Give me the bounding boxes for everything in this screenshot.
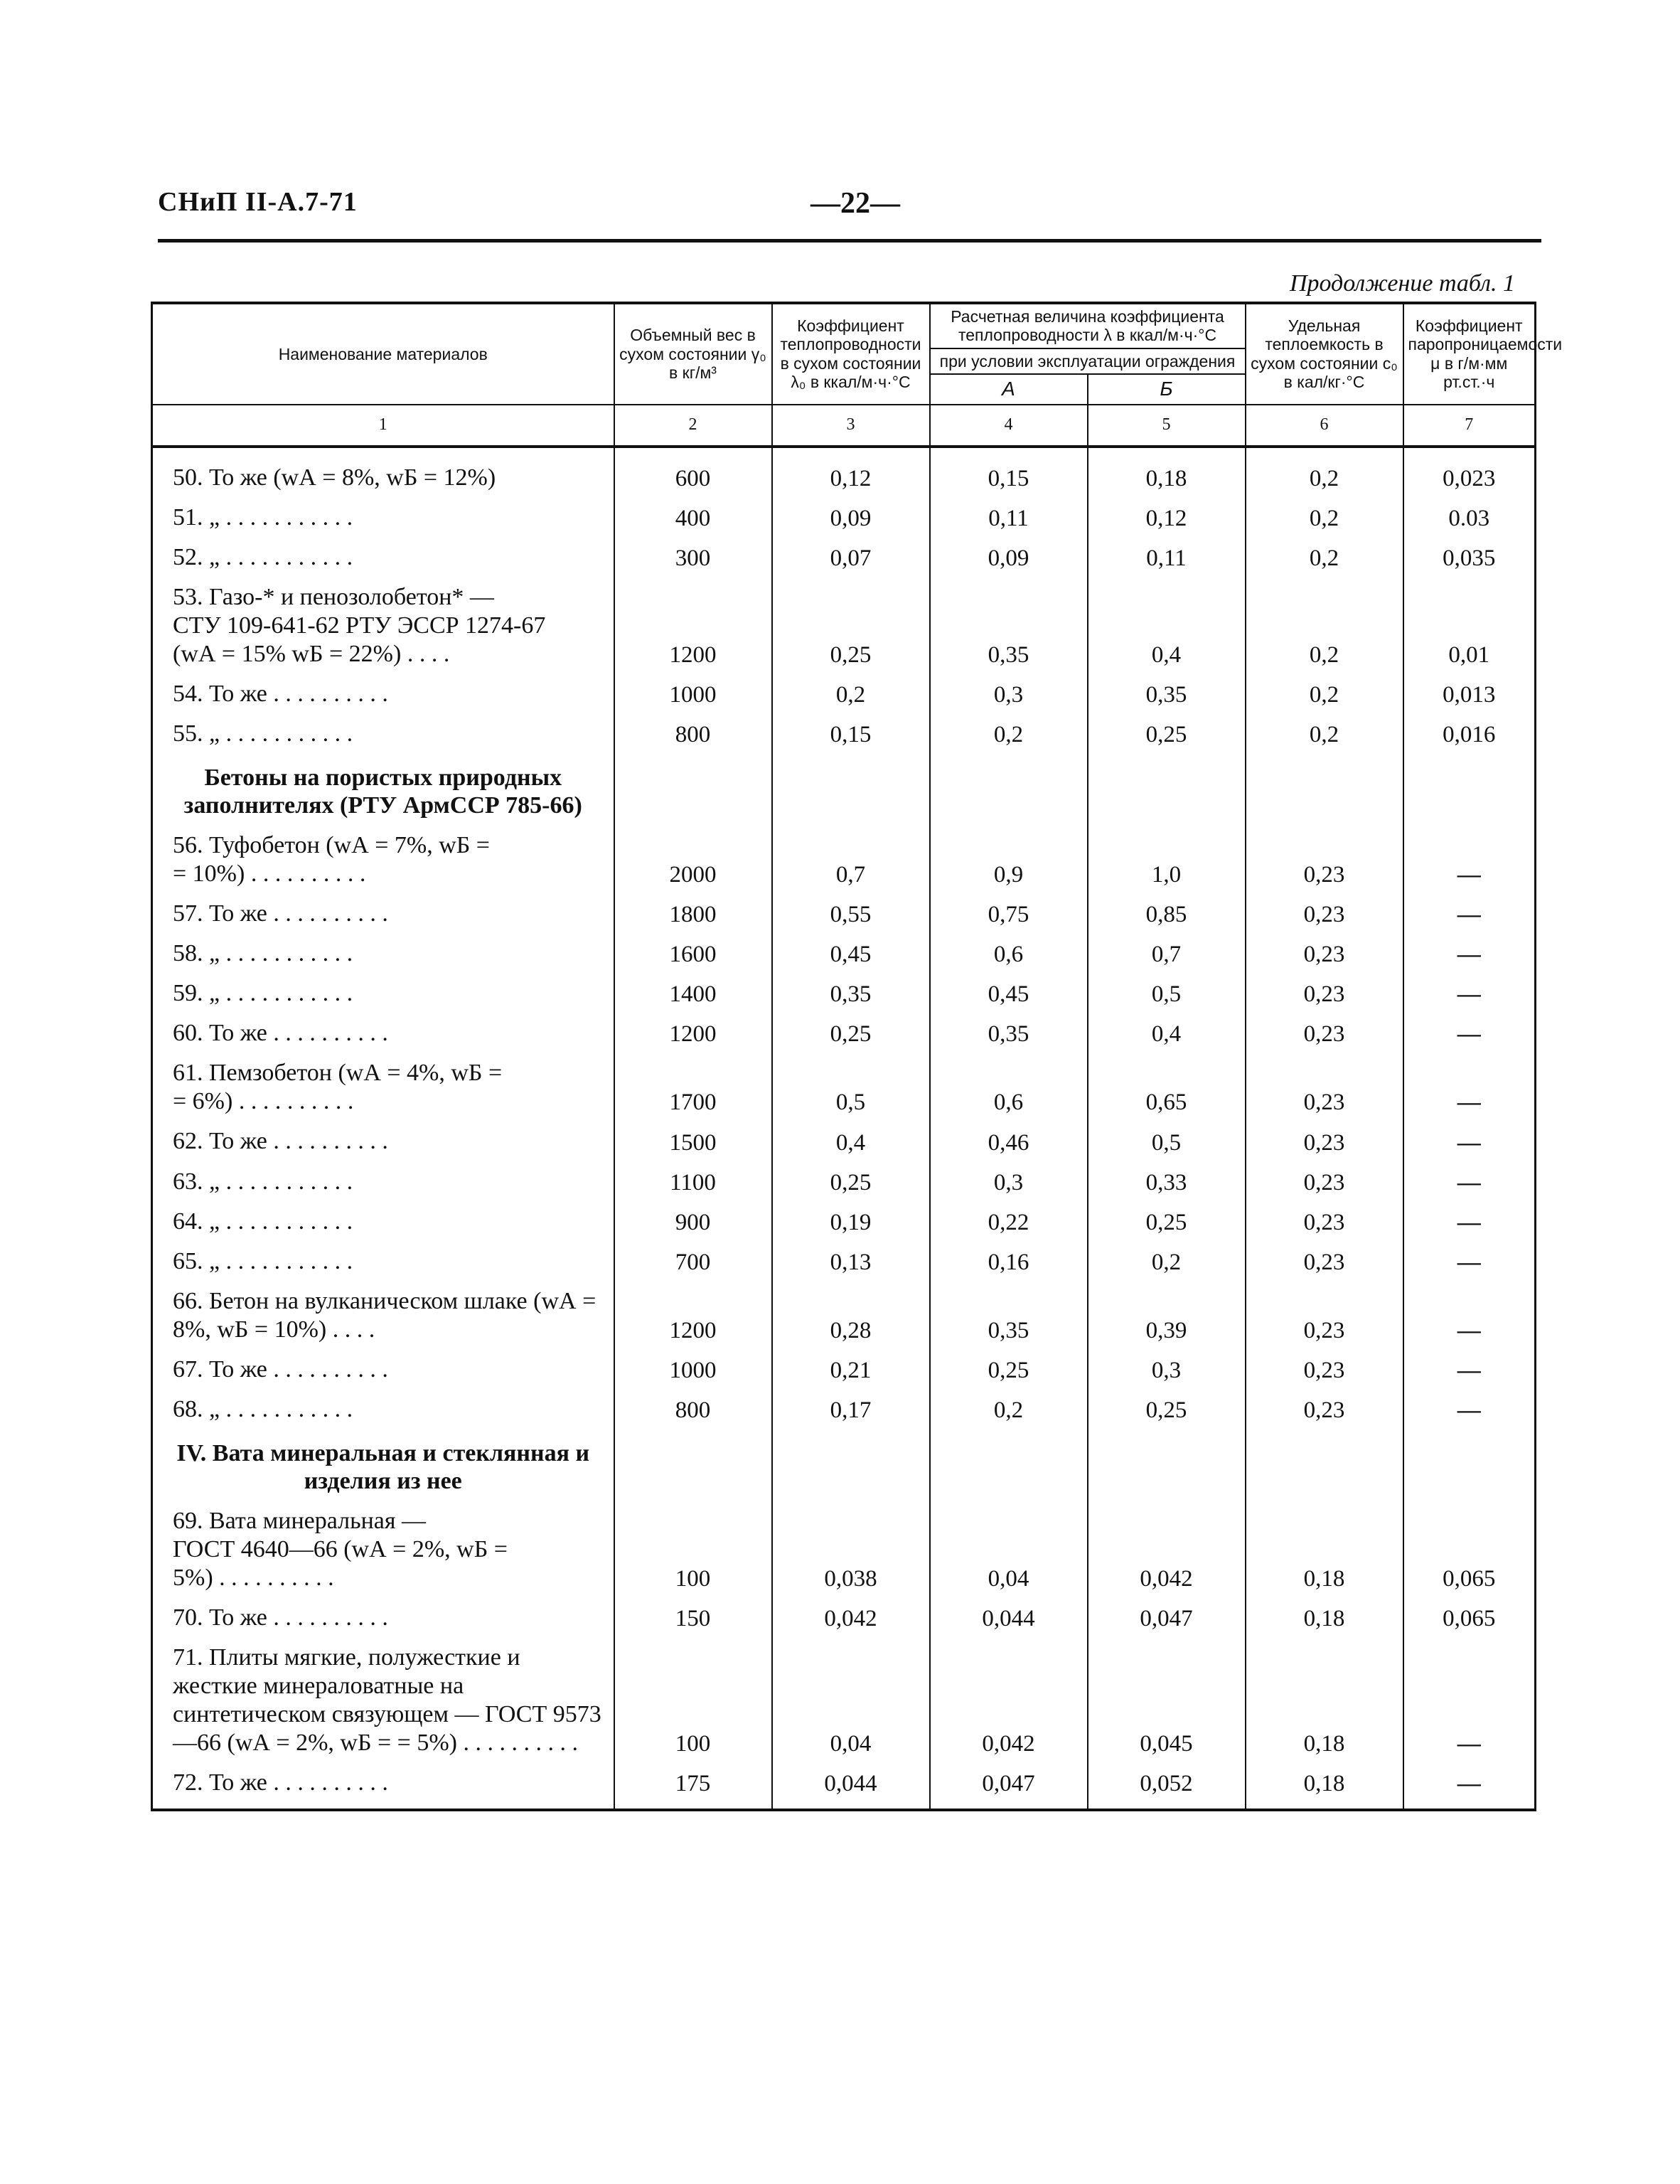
value-cell: 0,2 — [1088, 1240, 1246, 1280]
value-cell — [930, 752, 1088, 824]
value-cell: — — [1403, 1012, 1536, 1052]
material-name: 63. „ . . . . . . . . . . . — [173, 1168, 353, 1195]
column-number: 3 — [772, 405, 930, 447]
value-cell: 0,09 — [930, 536, 1088, 576]
material-name: 68. „ . . . . . . . . . . . — [173, 1396, 353, 1423]
value-cell: 0,2 — [1246, 447, 1403, 496]
value-cell: 0,052 — [1088, 1762, 1246, 1810]
value-cell: 400 — [614, 496, 772, 536]
table-row — [152, 496, 1536, 536]
value-cell: — — [1403, 1388, 1536, 1428]
value-cell: — — [1403, 1200, 1536, 1240]
value-cell: 0,15 — [930, 447, 1088, 496]
value-cell: 0,2 — [1246, 713, 1403, 752]
header-name: Наименование материалов — [152, 303, 614, 405]
value-cell: 0,23 — [1246, 824, 1403, 893]
value-cell: 0,23 — [1246, 1280, 1403, 1348]
value-cell: 0,23 — [1246, 1388, 1403, 1428]
value-cell — [1246, 752, 1403, 824]
table-row — [152, 536, 1536, 576]
value-cell: 0,5 — [1088, 972, 1246, 1012]
table-row — [152, 1597, 1536, 1636]
value-cell: 0,18 — [1246, 1500, 1403, 1597]
value-cell: — — [1403, 1240, 1536, 1280]
value-cell: 0,042 — [1088, 1500, 1246, 1597]
value-cell: 0,2 — [772, 673, 930, 713]
value-cell: 0,042 — [930, 1636, 1088, 1762]
header-rule — [158, 239, 1541, 243]
value-cell: 0,22 — [930, 1200, 1088, 1240]
value-cell: 0,18 — [1088, 447, 1246, 496]
header-vapor-permeability: Коэффициент паропроницаемости μ в г/м·мм рт.ст.·ч — [1403, 303, 1536, 405]
value-cell: 0,3 — [1088, 1348, 1246, 1388]
column-number: 5 — [1088, 405, 1246, 447]
value-cell: 0,2 — [1246, 673, 1403, 713]
material-name: 69. Вата минеральная — ГОСТ 4640—66 (wА = 2%, wБ = 5%) . . . . . . . . . . — [173, 1507, 508, 1591]
value-cell: — — [1403, 1120, 1536, 1160]
value-cell: 0,065 — [1403, 1500, 1536, 1597]
value-cell — [772, 752, 930, 824]
table-row — [152, 447, 1536, 496]
value-cell: 1200 — [614, 1012, 772, 1052]
value-cell: 0,35 — [930, 1280, 1088, 1348]
value-cell: 0,35 — [772, 972, 930, 1012]
table-row — [152, 1348, 1536, 1388]
value-cell — [1088, 1428, 1246, 1499]
column-number: 7 — [1403, 405, 1536, 447]
value-cell: 0,19 — [772, 1200, 930, 1240]
value-cell: 0,35 — [930, 576, 1088, 673]
value-cell: 0,23 — [1246, 1348, 1403, 1388]
value-cell: — — [1403, 1161, 1536, 1200]
value-cell: 0,85 — [1088, 893, 1246, 932]
value-cell: 800 — [614, 713, 772, 752]
value-cell: 1000 — [614, 673, 772, 713]
value-cell: 0,33 — [1088, 1161, 1246, 1200]
value-cell: 0,15 — [772, 713, 930, 752]
value-cell: 0,25 — [772, 1161, 930, 1200]
value-cell: 1700 — [614, 1052, 772, 1120]
value-cell: 0,12 — [1088, 496, 1246, 536]
value-cell: 1200 — [614, 1280, 772, 1348]
value-cell: 0,23 — [1246, 972, 1403, 1012]
material-name: 67. То же . . . . . . . . . . — [173, 1356, 388, 1383]
table-row — [152, 893, 1536, 932]
table-row — [152, 1240, 1536, 1280]
value-cell: 0,5 — [772, 1052, 930, 1120]
value-cell: 0,023 — [1403, 447, 1536, 496]
value-cell: 0,013 — [1403, 673, 1536, 713]
header-conductivity-dry: Коэффициент теплопроводности в сухом состоянии λ₀ в ккал/м·ч·°С — [772, 303, 930, 405]
value-cell: 0,042 — [772, 1597, 930, 1636]
value-cell: 0,23 — [1246, 1200, 1403, 1240]
column-number: 2 — [614, 405, 772, 447]
value-cell: 0,65 — [1088, 1052, 1246, 1120]
value-cell: 300 — [614, 536, 772, 576]
value-cell: 1100 — [614, 1161, 772, 1200]
value-cell: — — [1403, 1052, 1536, 1120]
material-name: 70. То же . . . . . . . . . . — [173, 1604, 388, 1631]
value-cell: 2000 — [614, 824, 772, 893]
material-name: 60. То же . . . . . . . . . . — [173, 1020, 388, 1047]
value-cell: 0,25 — [1088, 1388, 1246, 1428]
value-cell: 0,4 — [1088, 576, 1246, 673]
header-condition-b: Б — [1088, 374, 1246, 404]
value-cell: 1800 — [614, 893, 772, 932]
material-name: 51. „ . . . . . . . . . . . — [173, 504, 353, 531]
value-cell: 0,035 — [1403, 536, 1536, 576]
value-cell — [1246, 1428, 1403, 1499]
value-cell: 0,13 — [772, 1240, 930, 1280]
material-name: 57. То же . . . . . . . . . . — [173, 900, 388, 927]
value-cell: 0,3 — [930, 673, 1088, 713]
value-cell: 0.03 — [1403, 496, 1536, 536]
table-continuation-label: Продолжение табл. 1 — [1289, 270, 1515, 297]
material-name: 65. „ . . . . . . . . . . . — [173, 1247, 353, 1274]
value-cell: 1000 — [614, 1348, 772, 1388]
value-cell: 0,46 — [930, 1120, 1088, 1160]
value-cell: 0,04 — [772, 1636, 930, 1762]
value-cell: 0,25 — [1088, 713, 1246, 752]
value-cell: — — [1403, 893, 1536, 932]
value-cell: 0,04 — [930, 1500, 1088, 1597]
table-row — [152, 932, 1536, 972]
value-cell: 0,23 — [1246, 1120, 1403, 1160]
value-cell: 0,09 — [772, 496, 930, 536]
value-cell: 0,11 — [1088, 536, 1246, 576]
value-cell: 0,45 — [772, 932, 930, 972]
value-cell: 0,35 — [930, 1012, 1088, 1052]
value-cell: — — [1403, 1636, 1536, 1762]
value-cell — [1403, 1428, 1536, 1499]
value-cell — [614, 752, 772, 824]
value-cell: 900 — [614, 1200, 772, 1240]
section-heading: IV. Вата минеральная и стеклянная и изделия из нее — [176, 1440, 590, 1495]
value-cell: 0,75 — [930, 893, 1088, 932]
table-row — [152, 1762, 1536, 1810]
value-cell: 0,2 — [930, 1388, 1088, 1428]
value-cell: 0,25 — [930, 1348, 1088, 1388]
material-name: 50. То же (wА = 8%, wБ = 12%) — [173, 464, 496, 491]
value-cell: 0,23 — [1246, 932, 1403, 972]
value-cell: 0,23 — [1246, 1240, 1403, 1280]
value-cell: 1400 — [614, 972, 772, 1012]
table-row — [152, 1636, 1536, 1762]
value-cell: 0,17 — [772, 1388, 930, 1428]
value-cell: — — [1403, 1280, 1536, 1348]
column-number: 4 — [930, 405, 1088, 447]
value-cell: 0,2 — [1246, 576, 1403, 673]
page-number: —22— — [810, 187, 900, 220]
value-cell: 0,2 — [1246, 496, 1403, 536]
value-cell: 0,23 — [1246, 1012, 1403, 1052]
material-name: 59. „ . . . . . . . . . . . — [173, 980, 353, 1006]
header-volume-weight: Объемный вес в сухом состоянии γ₀ в кг/м³ — [614, 303, 772, 405]
material-name: 54. То же . . . . . . . . . . — [173, 681, 388, 708]
value-cell: 0,28 — [772, 1280, 930, 1348]
value-cell: 0,18 — [1246, 1762, 1403, 1810]
value-cell: — — [1403, 824, 1536, 893]
material-name: 61. Пемзобетон (wА = 4%, wБ = = 6%) . . . . . . . . . . — [173, 1060, 503, 1115]
table-row — [152, 824, 1536, 893]
value-cell: 800 — [614, 1388, 772, 1428]
value-cell: 0,16 — [930, 1240, 1088, 1280]
value-cell — [930, 1428, 1088, 1499]
value-cell: 0,047 — [930, 1762, 1088, 1810]
value-cell: 0,7 — [772, 824, 930, 893]
value-cell: 600 — [614, 447, 772, 496]
table-row — [152, 576, 1536, 673]
value-cell: 0,047 — [1088, 1597, 1246, 1636]
value-cell — [772, 1428, 930, 1499]
value-cell: 0,23 — [1246, 1052, 1403, 1120]
value-cell: 1600 — [614, 932, 772, 972]
column-number: 6 — [1246, 405, 1403, 447]
value-cell: 0,35 — [1088, 673, 1246, 713]
value-cell: 0,9 — [930, 824, 1088, 893]
value-cell: 0,18 — [1246, 1636, 1403, 1762]
value-cell: 0,7 — [1088, 932, 1246, 972]
value-cell — [1088, 752, 1246, 824]
value-cell: 0,6 — [930, 932, 1088, 972]
value-cell: 0,4 — [1088, 1012, 1246, 1052]
value-cell — [614, 1428, 772, 1499]
value-cell: — — [1403, 932, 1536, 972]
column-number-row — [152, 405, 1536, 447]
value-cell: 0,45 — [930, 972, 1088, 1012]
value-cell: 0,01 — [1403, 576, 1536, 673]
value-cell: 0,065 — [1403, 1597, 1536, 1636]
value-cell: 150 — [614, 1597, 772, 1636]
material-name: 52. „ . . . . . . . . . . . — [173, 543, 353, 570]
value-cell: — — [1403, 1348, 1536, 1388]
table-body — [152, 447, 1536, 1811]
value-cell: 0,23 — [1246, 893, 1403, 932]
value-cell: 0,045 — [1088, 1636, 1246, 1762]
value-cell: 0,3 — [930, 1161, 1088, 1200]
value-cell: 1,0 — [1088, 824, 1246, 893]
value-cell: 100 — [614, 1636, 772, 1762]
value-cell: — — [1403, 1762, 1536, 1810]
value-cell: 0,11 — [930, 496, 1088, 536]
material-name: 53. Газо-* и пенозолобетон* — СТУ 109-641-62 РТУ ЭССР 1274-67 (wА = 15% wБ = 22%) . . . . — [173, 583, 546, 668]
material-name: 56. Туфобетон (wА = 7%, wБ = = 10%) . . . . . . . . . . — [173, 831, 490, 887]
value-cell: 0,21 — [772, 1348, 930, 1388]
value-cell: 700 — [614, 1240, 772, 1280]
table-row — [152, 1280, 1536, 1348]
table-row — [152, 673, 1536, 713]
materials-table — [151, 302, 1563, 1811]
value-cell: 0,5 — [1088, 1120, 1246, 1160]
table-row — [152, 1120, 1536, 1160]
value-cell: 0,044 — [772, 1762, 930, 1810]
material-name: 58. „ . . . . . . . . . . . — [173, 939, 353, 966]
section-heading: Бетоны на пористых природных заполнителях (РТУ АрмССР 785-66) — [183, 765, 582, 819]
value-cell: 0,25 — [772, 576, 930, 673]
value-cell: 0,55 — [772, 893, 930, 932]
material-name: 62. То же . . . . . . . . . . — [173, 1128, 388, 1155]
table-row — [152, 1500, 1536, 1597]
value-cell: 0,2 — [930, 713, 1088, 752]
header-design-conductivity: Расчетная величина коэффициента теплопроводности λ в ккал/м·ч·°С — [930, 303, 1246, 348]
value-cell: 0,4 — [772, 1120, 930, 1160]
table-row — [152, 1012, 1536, 1052]
value-cell: 175 — [614, 1762, 772, 1810]
value-cell: 0,23 — [1246, 1161, 1403, 1200]
table-row — [152, 1388, 1536, 1428]
value-cell: 0,07 — [772, 536, 930, 576]
column-number: 1 — [152, 405, 614, 447]
document-code: СНиП II-А.7-71 — [158, 187, 358, 217]
header-conditions: при условии эксплуатации ограждения — [930, 348, 1246, 374]
value-cell: 0,25 — [772, 1012, 930, 1052]
material-name: 64. „ . . . . . . . . . . . — [173, 1208, 353, 1235]
value-cell: — — [1403, 972, 1536, 1012]
header-heat-capacity: Удельная теплоемкость в сухом состоянии c₀ в кал/кг·°С — [1246, 303, 1403, 405]
value-cell: 0,2 — [1246, 536, 1403, 576]
table-row — [152, 713, 1536, 752]
value-cell: 0,044 — [930, 1597, 1088, 1636]
header-condition-a: А — [930, 374, 1088, 404]
material-name: 66. Бетон на вулканическом шлаке (wА = 8%, wБ = 10%) . . . . — [173, 1287, 596, 1343]
material-name: 55. „ . . . . . . . . . . . — [173, 720, 353, 747]
table-row — [152, 1052, 1536, 1120]
value-cell: 0,016 — [1403, 713, 1536, 752]
value-cell: 0,39 — [1088, 1280, 1246, 1348]
value-cell: 0,25 — [1088, 1200, 1246, 1240]
value-cell — [1403, 752, 1536, 824]
value-cell: 1200 — [614, 576, 772, 673]
value-cell: 0,038 — [772, 1500, 930, 1597]
table-row — [152, 972, 1536, 1012]
value-cell: 0,6 — [930, 1052, 1088, 1120]
value-cell: 0,18 — [1246, 1597, 1403, 1636]
value-cell: 0,12 — [772, 447, 930, 496]
value-cell: 1500 — [614, 1120, 772, 1160]
table-row — [152, 1161, 1536, 1200]
value-cell: 100 — [614, 1500, 772, 1597]
material-name: 71. Плиты мягкие, полужесткие и жесткие минераловатные на синтетическом связующем — ГОСТ 9573—66 (wА = 2%, wБ = = 5%) . . . . . . . . . . — [173, 1644, 601, 1757]
material-name: 72. То же . . . . . . . . . . — [173, 1769, 388, 1796]
table-row — [152, 1200, 1536, 1240]
section-heading-row — [152, 1428, 1536, 1499]
section-heading-row — [152, 752, 1536, 824]
